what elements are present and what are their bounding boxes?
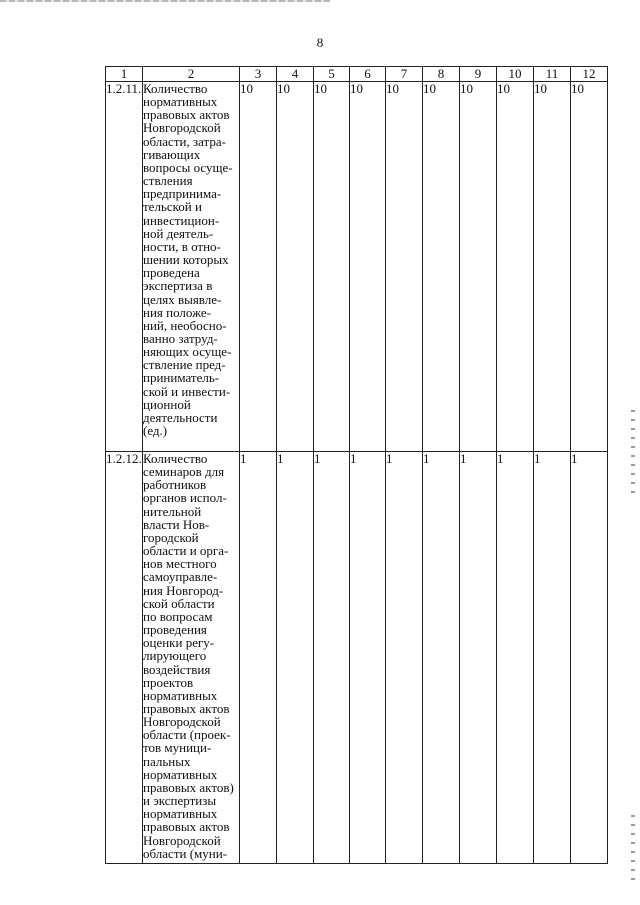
description-line: ний, необосно- <box>143 317 227 333</box>
description-line: ствление пред- <box>143 357 226 373</box>
row-value: 1 <box>460 452 497 864</box>
column-header: 4 <box>277 67 314 82</box>
description-line: нормативных <box>143 806 218 822</box>
table-row <box>106 452 608 864</box>
description-line: нормативных <box>143 766 218 782</box>
row-value: 1 <box>350 452 386 864</box>
row-value: 1 <box>497 452 534 864</box>
description-line: самоуправле- <box>143 569 218 585</box>
description-line: городской <box>143 529 199 545</box>
column-header: 3 <box>240 67 277 82</box>
description-line: нормативных <box>143 94 218 110</box>
description-line: области и орга- <box>143 543 229 559</box>
description-line: ния Новгород- <box>143 582 224 598</box>
description-line: ности, в отно- <box>143 238 221 254</box>
column-header: 10 <box>497 67 534 82</box>
description-line: нительной <box>143 503 202 519</box>
row-value: 10 <box>497 82 534 452</box>
row-value: 10 <box>571 82 608 452</box>
description-line: шении которых <box>143 252 229 268</box>
description-line: правовых актов) <box>143 779 234 795</box>
row-value: 10 <box>386 82 423 452</box>
table-header <box>106 67 608 82</box>
column-header: 11 <box>534 67 571 82</box>
column-header: 6 <box>350 67 386 82</box>
indicator-table <box>105 66 608 864</box>
description-line: области (муни- <box>143 845 228 861</box>
row-value: 1 <box>534 452 571 864</box>
column-header: 1 <box>106 67 143 82</box>
scan-artifact-line <box>0 0 330 2</box>
description-line: ской и инвести- <box>143 383 231 399</box>
description-line: власти Нов- <box>143 516 210 532</box>
description-line: области, затра- <box>143 133 226 149</box>
row-value: 1 <box>277 452 314 864</box>
page-number: 8 <box>316 35 324 50</box>
description-line: семинаров для <box>143 464 225 480</box>
column-header: 7 <box>386 67 423 82</box>
row-value: 1 <box>423 452 460 864</box>
row-value: 10 <box>350 82 386 452</box>
description-line: проведения <box>143 622 207 638</box>
description-line: Количество <box>143 81 208 96</box>
row-value: 1 <box>240 452 277 864</box>
description-line: ния положе- <box>143 304 212 320</box>
table-row <box>106 82 608 452</box>
description-line: Количество <box>143 451 208 466</box>
description-line: предпринима- <box>143 186 222 202</box>
description-line: няющих осуще- <box>143 344 232 360</box>
row-value: 10 <box>314 82 350 452</box>
description-line: нормативных <box>143 687 218 703</box>
row-value: 10 <box>423 82 460 452</box>
row-value: 1 <box>386 452 423 864</box>
description-line: ционной <box>143 396 191 412</box>
description-line: целях выявле- <box>143 291 222 307</box>
description-line: экспертиза в <box>143 278 213 294</box>
description-line: и экспертизы <box>143 793 217 809</box>
description-line: гивающих <box>143 146 201 162</box>
description-line: приниматель- <box>143 370 220 386</box>
description-line: работников <box>143 477 207 493</box>
description-line: тов муници- <box>143 740 212 756</box>
description-line: органов испол- <box>143 490 227 506</box>
row-code: 1.2.11. <box>106 82 143 452</box>
row-value: 10 <box>277 82 314 452</box>
description-line: проектов <box>143 674 194 690</box>
description-line: по вопросам <box>143 608 213 624</box>
description-line: ской области <box>143 595 215 611</box>
column-header: 2 <box>143 67 240 82</box>
description-line: ной деятель- <box>143 225 214 241</box>
row-value: 10 <box>240 82 277 452</box>
description-line: ванно затруд- <box>143 330 218 346</box>
description-line: лирующего <box>143 648 207 664</box>
description-line: нов местного <box>143 556 217 572</box>
column-header: 8 <box>423 67 460 82</box>
description-line: оценки регу- <box>143 635 215 651</box>
description-line: воздействия <box>143 661 211 677</box>
row-value: 1 <box>314 452 350 864</box>
description-line: вопросы осуще- <box>143 159 233 175</box>
description-line: Новгородской <box>143 120 221 136</box>
column-header: 5 <box>314 67 350 82</box>
row-value: 10 <box>460 82 497 452</box>
row-value: 10 <box>534 82 571 452</box>
description-line: деятельности <box>143 409 218 425</box>
row-description <box>143 452 240 864</box>
description-line: правовых актов <box>143 107 230 123</box>
description-line: инвестицион- <box>143 212 220 228</box>
header-row <box>106 67 608 82</box>
description-line: области (проек- <box>143 727 231 743</box>
row-code: 1.2.12. <box>106 452 143 864</box>
description-line: тельской и <box>143 199 202 215</box>
row-description <box>143 82 240 452</box>
scan-edge-marks <box>631 815 635 885</box>
description-line: правовых актов <box>143 700 230 716</box>
description-line: правовых актов <box>143 819 230 835</box>
description-line: проведена <box>143 265 200 281</box>
column-header: 9 <box>460 67 497 82</box>
row-value: 1 <box>571 452 608 864</box>
description-line: ствления <box>143 173 193 189</box>
description-line: Новгородской <box>143 714 221 730</box>
column-header: 12 <box>571 67 608 82</box>
description-line: (ед.) <box>143 423 168 439</box>
scan-edge-marks <box>631 410 635 500</box>
description-line: Новгородской <box>143 832 221 848</box>
description-line: пальных <box>143 753 191 769</box>
